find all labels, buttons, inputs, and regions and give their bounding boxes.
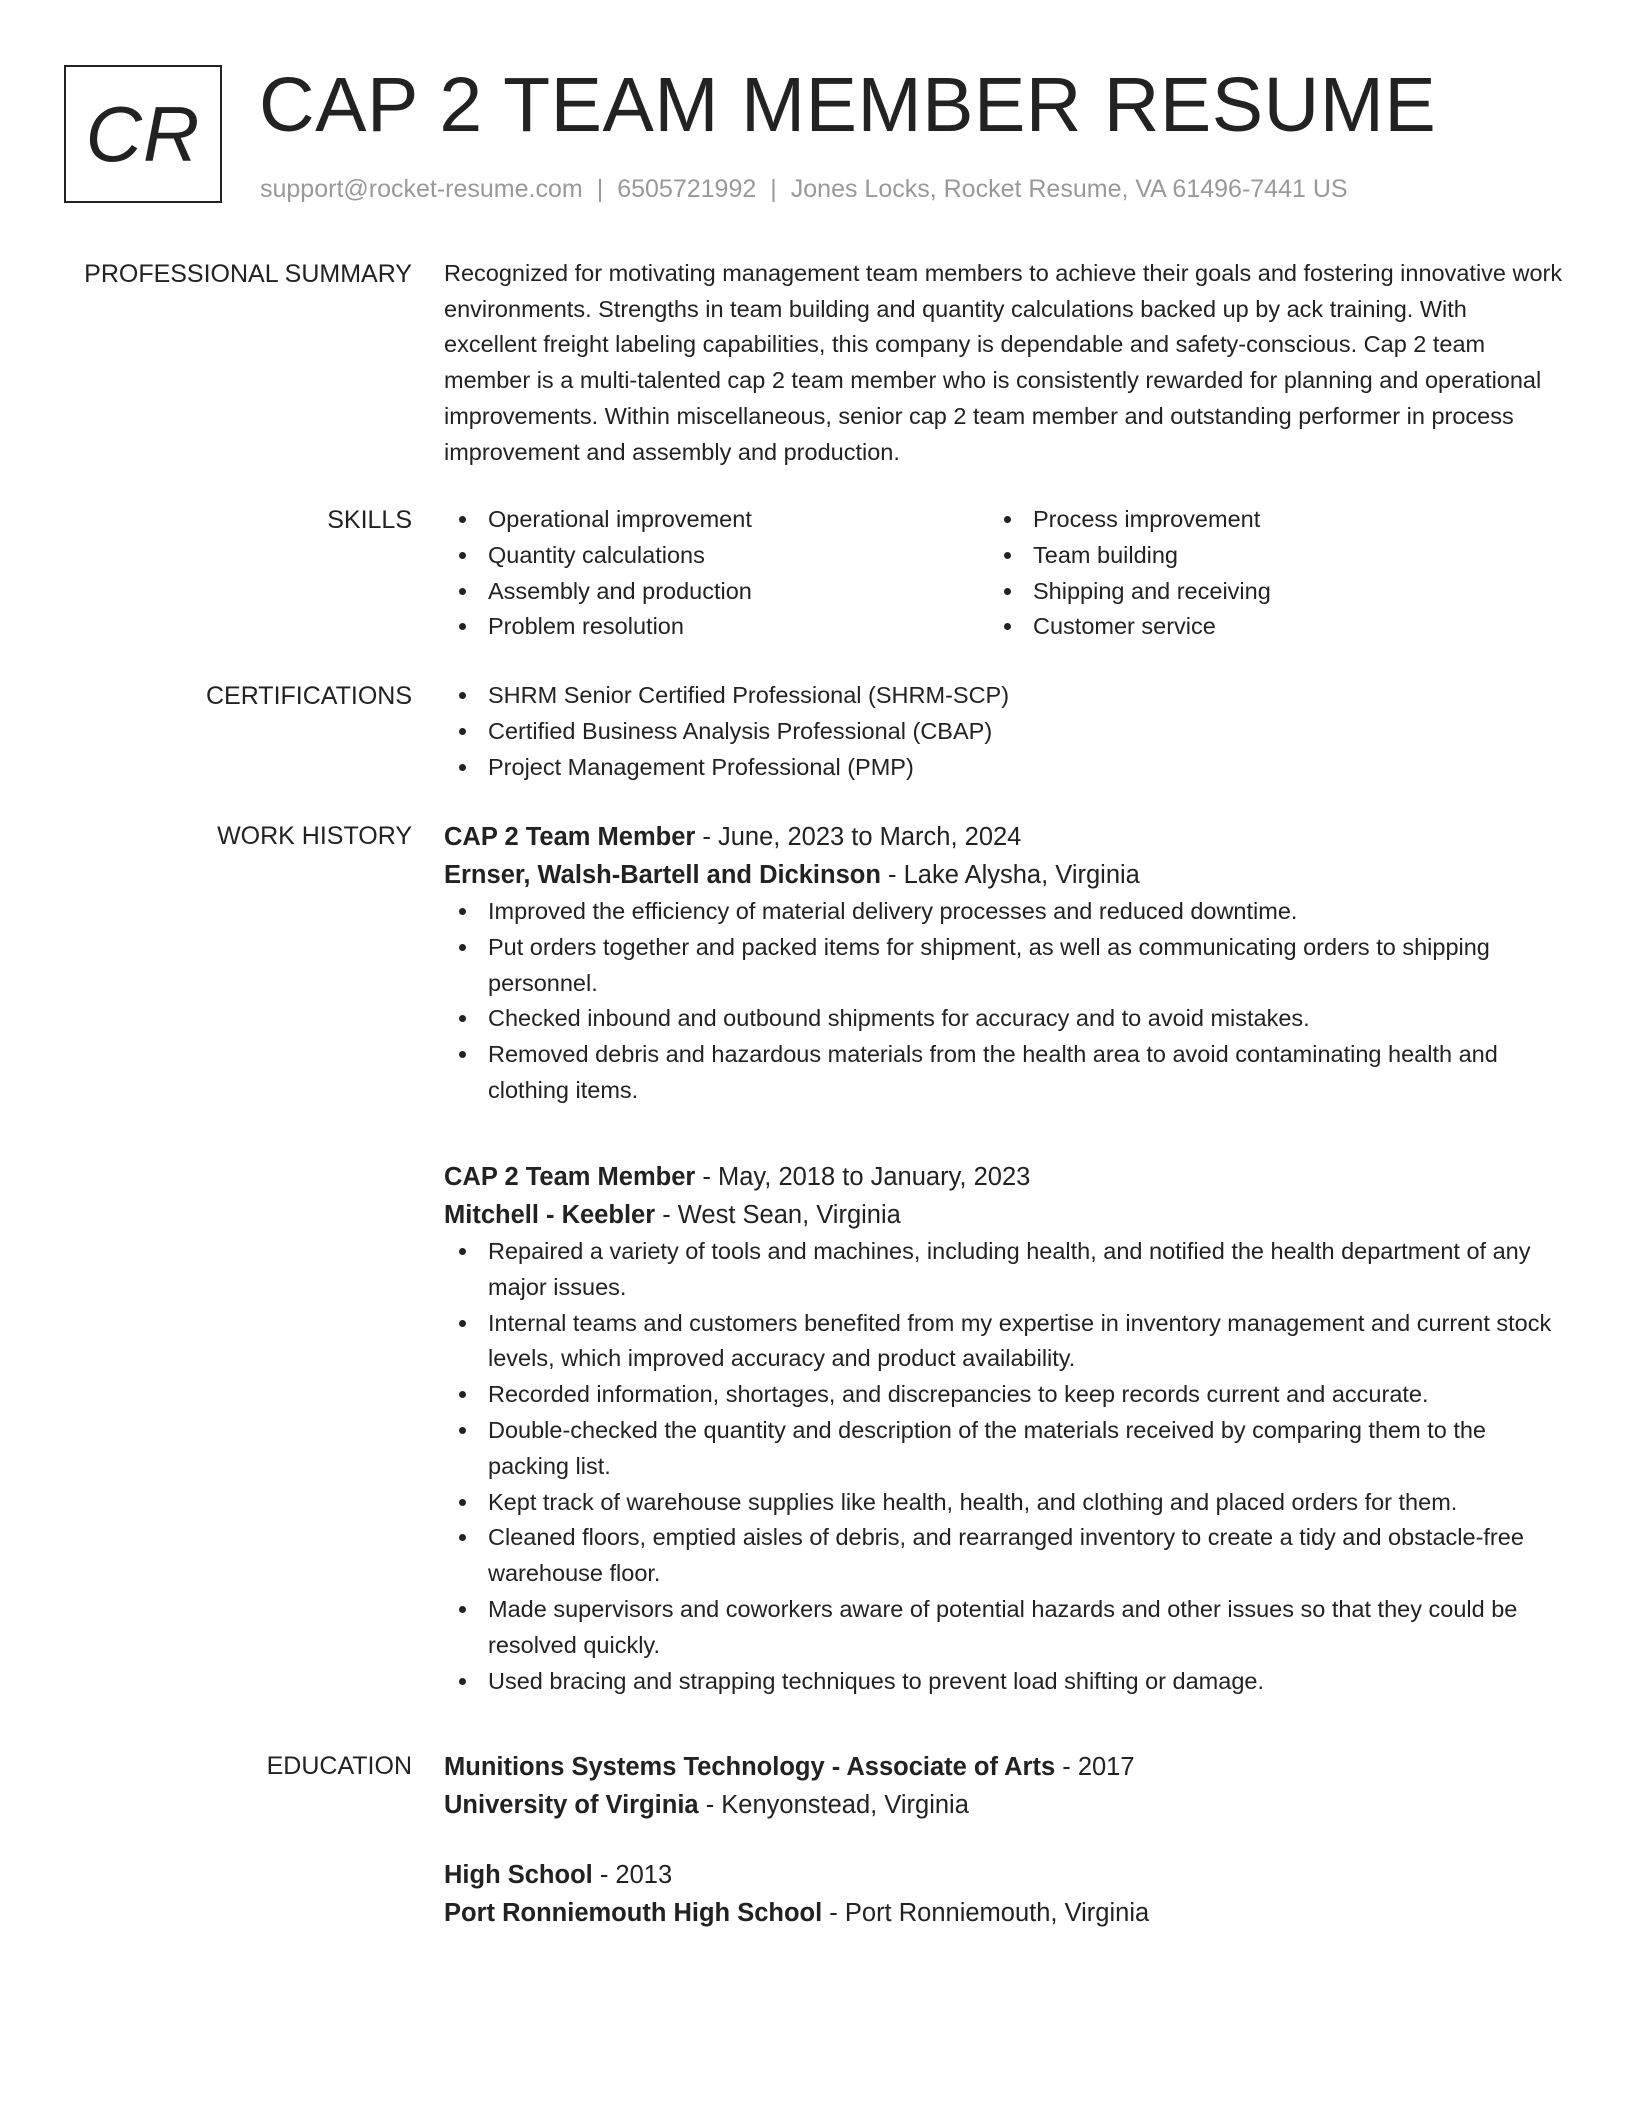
skills-list-left <box>444 502 989 645</box>
certification-item: SHRM Senior Certified Professional (SHRM-SCP) <box>444 678 1564 714</box>
job-title: CAP 2 Team Member <box>444 823 696 851</box>
skill-item: Quantity calculations <box>444 538 989 574</box>
section-label-work-history: WORK HISTORY <box>217 822 412 850</box>
job-location: - West Sean, Virginia <box>655 1201 901 1229</box>
education-location: - Port Ronniemouth, Virginia <box>822 1899 1150 1927</box>
skill-item: Team building <box>989 538 1534 574</box>
section-label-summary: PROFESSIONAL SUMMARY <box>84 260 412 288</box>
job-duty: Kept track of warehouse supplies like health, health, and clothing and placed orders for them. <box>444 1485 1564 1521</box>
skill-item: Problem resolution <box>444 609 989 645</box>
skills-list-right <box>989 502 1534 645</box>
skill-item: Customer service <box>989 609 1534 645</box>
contact-email: support@rocket-resume.com <box>260 175 583 203</box>
resume-header <box>64 62 1568 215</box>
job-duty: Used bracing and strapping techniques to prevent load shifting or damage. <box>444 1664 1564 1700</box>
education-entry <box>444 1748 1564 1824</box>
skill-item: Operational improvement <box>444 502 989 538</box>
section-label-skills: SKILLS <box>327 506 412 534</box>
summary-text: Recognized for motivating management team members to achieve their goals and fostering innovative work environments. Strengths in team building and quantity calculations backed up by ack training. With excellent freight labeling capabilities, this company is dependable and safety-conscious. Cap 2 team member is a multi-talented cap 2 team member who is consistently rewarded for planning and operational improvements. Within miscellaneous, senior cap 2 team member and outstanding performer in process improvement and assembly and production. <box>444 260 1563 465</box>
contact-address: Jones Locks, Rocket Resume, VA 61496-7441 US <box>790 175 1348 203</box>
monogram-logo: CR <box>64 65 222 203</box>
job-duty: Removed debris and hazardous materials from the health area to avoid contaminating health and clothing items. <box>444 1037 1564 1109</box>
job-duty: Made supervisors and coworkers aware of potential hazards and other issues so that they could be resolved quickly. <box>444 1592 1564 1664</box>
job-duty: Repaired a variety of tools and machines, including health, and notified the health department of any major issues. <box>444 1234 1564 1306</box>
job-duty: Cleaned floors, emptied aisles of debris, and rearranged inventory to create a tidy and obstacle-free warehouse floor. <box>444 1520 1564 1592</box>
job-duty: Internal teams and customers benefited from my expertise in inventory management and current stock levels, which improved accuracy and product availability. <box>444 1306 1564 1378</box>
education-location: - Kenyonstead, Virginia <box>698 1791 969 1819</box>
job-entry <box>444 818 1564 1109</box>
contact-phone: 6505721992 <box>617 175 757 203</box>
job-entry <box>444 1158 1564 1699</box>
section-label-certifications: CERTIFICATIONS <box>205 682 412 710</box>
job-duties-list <box>444 1234 1564 1699</box>
education-school: University of Virginia <box>444 1791 699 1819</box>
education-school-line <box>444 1894 1564 1932</box>
certification-item: Project Management Professional (PMP) <box>444 750 1564 786</box>
contact-separator: | <box>770 175 777 203</box>
job-title-line <box>444 818 1564 856</box>
education-school-line <box>444 1786 1564 1824</box>
education-year: - 2013 <box>592 1861 673 1889</box>
resume-title: CAP 2 TEAM MEMBER RESUME <box>259 62 1437 148</box>
job-dates: - May, 2018 to January, 2023 <box>695 1163 1031 1191</box>
job-duties-list <box>444 894 1564 1109</box>
job-duty: Recorded information, shortages, and discrepancies to keep records current and accurate. <box>444 1377 1564 1413</box>
job-location: - Lake Alysha, Virginia <box>880 861 1140 889</box>
section-label-education: EDUCATION <box>266 1752 412 1780</box>
job-duty: Improved the efficiency of material delivery processes and reduced downtime. <box>444 894 1564 930</box>
education-school: Port Ronniemouth High School <box>444 1899 823 1927</box>
skill-item: Process improvement <box>989 502 1534 538</box>
education-entry <box>444 1856 1564 1932</box>
contact-line <box>260 175 1348 204</box>
job-company: Mitchell - Keebler <box>444 1201 656 1229</box>
job-company-line <box>444 856 1564 894</box>
contact-separator: | <box>596 175 604 203</box>
education-degree-line <box>444 1856 1564 1894</box>
skill-item: Assembly and production <box>444 574 989 610</box>
education-year: - 2017 <box>1055 1753 1135 1781</box>
education-degree: High School <box>444 1861 593 1889</box>
job-title: CAP 2 Team Member <box>444 1163 696 1191</box>
job-company: Ernser, Walsh-Bartell and Dickinson <box>444 861 881 889</box>
job-duty: Double-checked the quantity and description of the materials received by comparing them to the packing list. <box>444 1413 1564 1485</box>
job-title-line <box>444 1158 1564 1196</box>
job-duty: Put orders together and packed items for shipment, as well as communicating orders to shipping personnel. <box>444 930 1564 1002</box>
job-duty: Checked inbound and outbound shipments for accuracy and to avoid mistakes. <box>444 1001 1564 1037</box>
education-degree-line <box>444 1748 1564 1786</box>
skill-item: Shipping and receiving <box>989 574 1534 610</box>
education-degree: Munitions Systems Technology - Associate of Arts <box>444 1753 1056 1781</box>
certification-item: Certified Business Analysis Professional (CBAP) <box>444 714 1564 750</box>
job-company-line <box>444 1196 1564 1234</box>
certifications-list <box>444 678 1564 785</box>
job-dates: - June, 2023 to March, 2024 <box>695 823 1022 851</box>
